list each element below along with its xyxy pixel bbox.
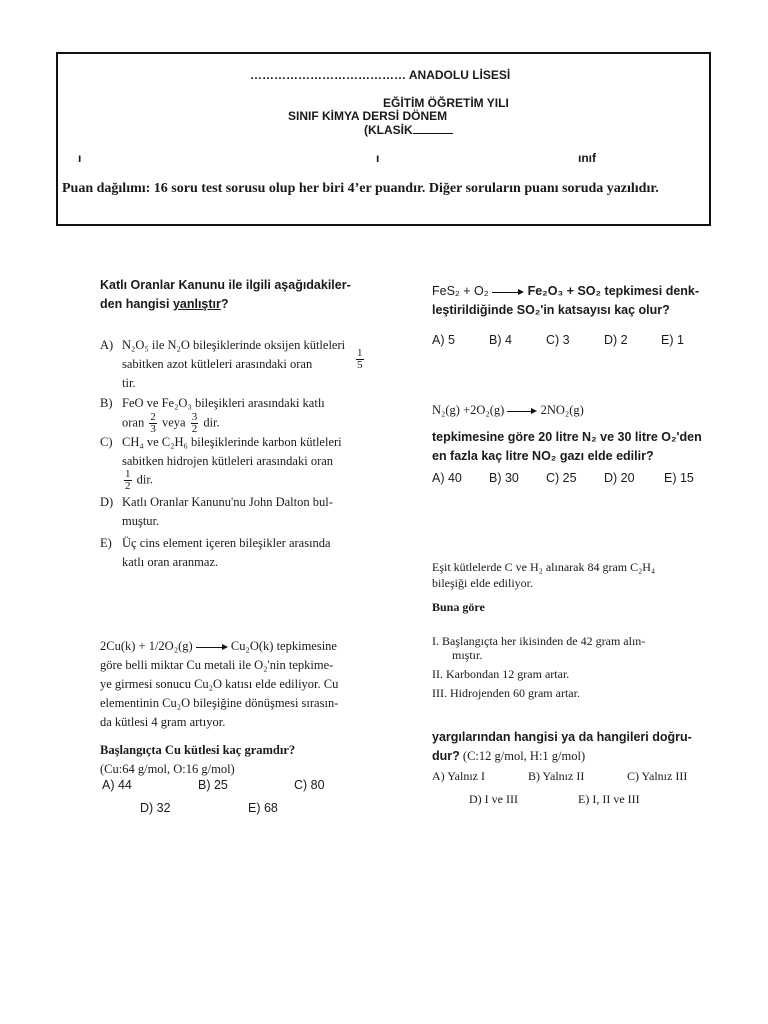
q1-a-line2: sabitken azot kütleleri arasındaki oran xyxy=(122,357,313,371)
q4-option-b[interactable]: B) 30 xyxy=(489,471,519,485)
q5-option-d[interactable]: D) I ve III xyxy=(469,792,518,806)
q1-stem-suffix: ? xyxy=(220,297,229,311)
q1-d-line1: Katlı Oranlar Kanunu'nu John Dalton bul- xyxy=(122,495,333,509)
exam-type xyxy=(364,123,453,137)
q4-reaction xyxy=(432,401,722,420)
q1-c-frac-num: 1 xyxy=(125,468,131,480)
q1-b-frac1-num: 2 xyxy=(150,411,156,423)
reaction-arrow-icon xyxy=(507,407,537,415)
score-distribution: Puan dağılımı: 16 soru test sorusu olup her biri 4’er puandır. Diğer soruların puanı soruda yazılıdır. xyxy=(62,181,659,196)
q5-given: (C:12 g/mol, H:1 g/mol) xyxy=(459,749,586,763)
q2-line4: elementinin Cu₂O bileşiğine dönüşmesi sırasın- xyxy=(100,696,339,710)
q1-d-line2: muştur. xyxy=(122,514,160,528)
q3-option-d[interactable]: D) 2 xyxy=(604,333,628,347)
q3-option-b[interactable]: B) 4 xyxy=(489,333,512,347)
q3-option-a[interactable]: A) 5 xyxy=(432,333,455,347)
q3-line2: leştirildiğinde SO₂'in katsayısı kaç olur? xyxy=(432,303,670,317)
q5-question-dur: dur? xyxy=(432,749,460,763)
q5-option-a[interactable]: A) Yalnız I xyxy=(432,769,485,783)
q1-b-veya: veya xyxy=(161,415,186,430)
q5-statement-3: III. Hidrojenden 60 gram artar. xyxy=(432,686,580,700)
reaction-arrow-icon xyxy=(492,288,524,296)
q4-options xyxy=(0,469,768,489)
q1-a-label: A) xyxy=(100,338,114,352)
q1-stem-line1: Katlı Oranlar Kanunu ile ilgili aşağıdakiler- xyxy=(100,278,351,292)
q4-option-c[interactable]: C) 25 xyxy=(546,471,577,485)
q3-reaction xyxy=(432,282,722,301)
q1-b-frac2-num: 3 xyxy=(191,411,198,423)
q2-option-c[interactable]: C) 80 xyxy=(294,778,325,792)
q1-b-line2 xyxy=(122,412,220,435)
question-3 xyxy=(432,282,722,320)
question-2 xyxy=(100,637,380,779)
q1-e-line2: katlı oran aranmaz. xyxy=(122,555,219,569)
q5-option-e[interactable]: E) I, II ve III xyxy=(578,792,640,806)
q5-statements xyxy=(432,632,722,703)
q3-products: Fe₂O₃ + SO₂ tepkimesi denk- xyxy=(527,284,700,298)
q5-option-b[interactable]: B) Yalnız II xyxy=(528,769,585,783)
q1-stem-prefix: den hangisi xyxy=(100,297,173,311)
q4-option-a[interactable]: A) 40 xyxy=(432,471,462,485)
question-4 xyxy=(432,401,722,466)
q3-options xyxy=(0,331,768,351)
q2-option-e[interactable]: E) 68 xyxy=(248,801,278,815)
q5-line2: bileşiği elde ediliyor. xyxy=(432,576,533,590)
q3-option-c[interactable]: C) 3 xyxy=(546,333,570,347)
q4-option-d[interactable]: D) 20 xyxy=(604,471,635,485)
q1-e-line1: Üç cins element içeren bileşikler arasında xyxy=(122,536,331,550)
q2-line3: ye girmesi sonucu Cu₂O katısı elde ediliyor. Cu xyxy=(100,677,339,691)
q1-a-line3: tir. xyxy=(122,376,136,390)
q5-options xyxy=(0,767,768,811)
q2-question: Başlangıçta Cu kütlesi kaç gramdır? xyxy=(100,743,296,757)
q5-question-line1: yargılarından hangisi ya da hangileri doğru- xyxy=(432,730,692,744)
q2-option-a[interactable]: A) 44 xyxy=(102,778,132,792)
q1-a-line1: N₂O₅ ile N₂O bileşiklerinde oksijen kütleleri xyxy=(122,338,346,352)
q5-statement-1: I. Başlangıçta her ikisinden de 42 gram alın- xyxy=(432,634,646,648)
q4-option-e[interactable]: E) 15 xyxy=(664,471,694,485)
q1-b-frac1-den: 3 xyxy=(150,423,156,435)
q1-b-label: B) xyxy=(100,396,113,410)
q5-line1: Eşit kütlelerde C ve H₂ alınarak 84 gram C₂H₄ xyxy=(432,560,656,574)
q2-products: Cu₂O(k) tepkimesine xyxy=(230,639,337,653)
q2-given: (Cu:64 g/mol, O:16 g/mol) xyxy=(100,762,235,776)
q5-statement-2: II. Karbondan 12 gram artar. xyxy=(432,667,570,681)
q4-products: 2NO₂(g) xyxy=(540,403,584,417)
q1-stem-line2 xyxy=(100,295,380,314)
school-name: ………………………………… ANADOLU LİSESİ xyxy=(250,68,511,82)
q1-stem-emphasis: yanlıştır xyxy=(172,297,221,311)
q5-line3: Buna göre xyxy=(432,600,485,614)
q5-option-c[interactable]: C) Yalnız III xyxy=(627,769,688,783)
question-5 xyxy=(432,559,722,615)
q2-reaction xyxy=(100,637,380,656)
q1-c-line2: sabitken hidrojen kütleleri arasındaki oran xyxy=(122,454,334,468)
q1-b-line1: FeO ve Fe₂O₃ bileşikleri arasındaki katlı xyxy=(122,396,325,410)
q1-c-dir: dir. xyxy=(136,472,153,487)
reaction-arrow-icon xyxy=(196,643,228,651)
number-field-mark: ı xyxy=(376,151,380,165)
q2-option-b[interactable]: B) 25 xyxy=(198,778,228,792)
q4-line2: tepkimesine göre 20 litre N₂ ve 30 litre O₂'den xyxy=(432,430,702,444)
q1-a-fraction xyxy=(354,348,366,371)
name-field-mark: ı xyxy=(78,151,82,165)
q1-d-label: D) xyxy=(100,495,114,509)
q1-c-label: C) xyxy=(100,435,113,449)
q5-statement-1-cont: mıştır. xyxy=(452,648,483,662)
question-1 xyxy=(100,276,380,314)
q2-option-d[interactable]: D) 32 xyxy=(140,801,171,815)
q3-reactants: FeS₂ + O₂ xyxy=(432,284,489,298)
q1-c-line1: CH₄ ve C₂H₆ bileşiklerinde karbon kütleleri xyxy=(122,435,342,449)
q4-reactants: N₂(g) +2O₂(g) xyxy=(432,403,505,417)
class-field-label: ınıf xyxy=(578,151,596,165)
q1-a-frac-num: 1 xyxy=(357,347,363,359)
q2-line2: göre belli miktar Cu metali ile O₂'nin tepkime- xyxy=(100,658,334,672)
q3-option-e[interactable]: E) 1 xyxy=(661,333,684,347)
course-title: SINIF KİMYA DERSİ DÖNEM xyxy=(288,109,448,123)
q1-c-frac-den: 2 xyxy=(125,480,131,492)
q2-line5: da kütlesi 4 gram artıyor. xyxy=(100,715,226,729)
q1-b-dir: dir. xyxy=(203,415,220,430)
academic-year: EĞİTİM ÖĞRETİM YILI xyxy=(383,96,509,110)
exam-header xyxy=(56,52,711,226)
exam-type-text: (KLASİK xyxy=(364,123,413,137)
q5-question-line2 xyxy=(432,747,722,766)
q1-b-frac2-den: 2 xyxy=(191,423,198,435)
q1-a-frac-den: 5 xyxy=(357,359,363,371)
q2-reactants: 2Cu(k) + 1/2O₂(g) xyxy=(100,639,193,653)
q1-e-label: E) xyxy=(100,536,112,550)
q5-question xyxy=(432,728,722,766)
q1-b-oran: oran xyxy=(122,415,145,430)
q4-line3: en fazla kaç litre NO₂ gazı elde edilir? xyxy=(432,449,654,463)
